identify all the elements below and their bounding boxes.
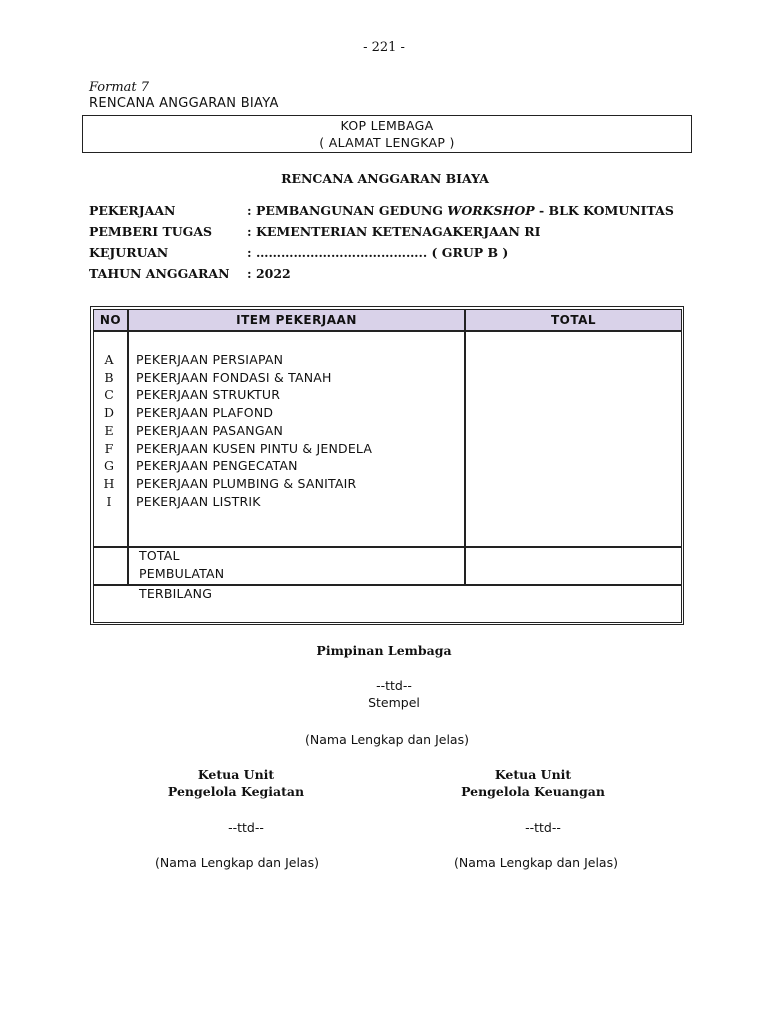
total-no-cell: [93, 547, 128, 585]
pemberi-tugas-value: : KEMENTERIAN KETENAGAKERJAAN RI: [247, 224, 541, 239]
row-no: H: [103, 475, 115, 491]
right-signer-name: (Nama Lengkap dan Jelas): [454, 855, 618, 870]
document-title: RENCANA ANGGARAN BIAYA: [281, 171, 489, 186]
row-items: [136, 351, 372, 510]
row-item: PEKERJAAN FONDASI & TANAH: [136, 369, 332, 385]
pekerjaan-value-italic: WORKSHOP: [447, 203, 535, 218]
pimpinan-name: (Nama Lengkap dan Jelas): [305, 732, 469, 747]
row-item: PEKERJAAN PERSIAPAN: [136, 352, 284, 367]
total-label: TOTAL: [139, 548, 180, 563]
format-label: Format 7: [89, 80, 150, 95]
pekerjaan-value-suffix: - BLK KOMUNITAS: [534, 203, 674, 218]
tahun-anggaran-label: TAHUN ANGGARAN: [89, 266, 230, 281]
row-no: A: [104, 352, 114, 367]
row-item: PEKERJAAN PLAFOND: [136, 405, 274, 421]
right-signer-title-2: Pengelola Keuangan: [461, 784, 605, 799]
left-signer-title-1: Ketua Unit: [197, 767, 275, 782]
row-no: C: [104, 387, 114, 403]
header-item-pekerjaan: ITEM PEKERJAAN: [128, 309, 465, 331]
pimpinan-title: Pimpinan Lembaga: [316, 643, 452, 658]
row-no: F: [104, 440, 114, 456]
row-no: E: [104, 422, 114, 438]
row-item: PEKERJAAN PLUMBING & SANITAIR: [136, 475, 357, 491]
kejuruan-value: : ………………………………….. ( GRUP B ): [247, 245, 509, 260]
total-value-cell: [465, 547, 682, 585]
row-item: PEKERJAAN PENGECATAN: [136, 458, 298, 474]
row-no: I: [106, 493, 112, 509]
header-total: TOTAL: [465, 309, 682, 331]
pimpinan-ttd: --ttd--: [376, 678, 412, 693]
pembulatan-label: PEMBULATAN: [139, 566, 225, 581]
left-signer-ttd: --ttd--: [228, 820, 264, 835]
total-column-cell: [465, 331, 682, 547]
kop-line-1: KOP LEMBAGA: [340, 118, 434, 133]
row-letters: [91, 351, 127, 510]
top-title: RENCANA ANGGARAN BIAYA: [89, 96, 279, 111]
terbilang-label: TERBILANG: [139, 586, 213, 601]
row-item: PEKERJAAN KUSEN PINTU & JENDELA: [136, 440, 373, 456]
row-no: G: [104, 458, 114, 474]
pekerjaan-value-prefix: : PEMBANGUNAN GEDUNG: [247, 203, 448, 218]
right-signer-title-1: Ketua Unit: [494, 767, 572, 782]
header-no: NO: [93, 309, 128, 331]
right-signer-ttd: --ttd--: [525, 820, 561, 835]
pekerjaan-value: [247, 203, 674, 218]
page-number: - 221 -: [363, 40, 405, 55]
kop-lembaga-box: [82, 115, 692, 153]
pekerjaan-label: PEKERJAAN: [89, 203, 176, 218]
kejuruan-label: KEJURUAN: [89, 245, 169, 260]
tahun-anggaran-value: : 2022: [247, 266, 291, 281]
left-signer-title-2: Pengelola Kegiatan: [167, 784, 305, 799]
rab-table: [90, 306, 684, 625]
row-no: B: [104, 369, 114, 385]
row-item: PEKERJAAN PASANGAN: [136, 422, 284, 438]
left-signer-name: (Nama Lengkap dan Jelas): [155, 855, 319, 870]
kop-line-2: ( ALAMAT LENGKAP ): [319, 135, 455, 150]
pemberi-tugas-label: PEMBERI TUGAS: [89, 224, 213, 239]
pimpinan-stempel: Stempel: [368, 695, 420, 710]
row-item: PEKERJAAN LISTRIK: [136, 493, 261, 509]
row-no: D: [103, 405, 115, 421]
row-item: PEKERJAAN STRUKTUR: [136, 387, 281, 403]
